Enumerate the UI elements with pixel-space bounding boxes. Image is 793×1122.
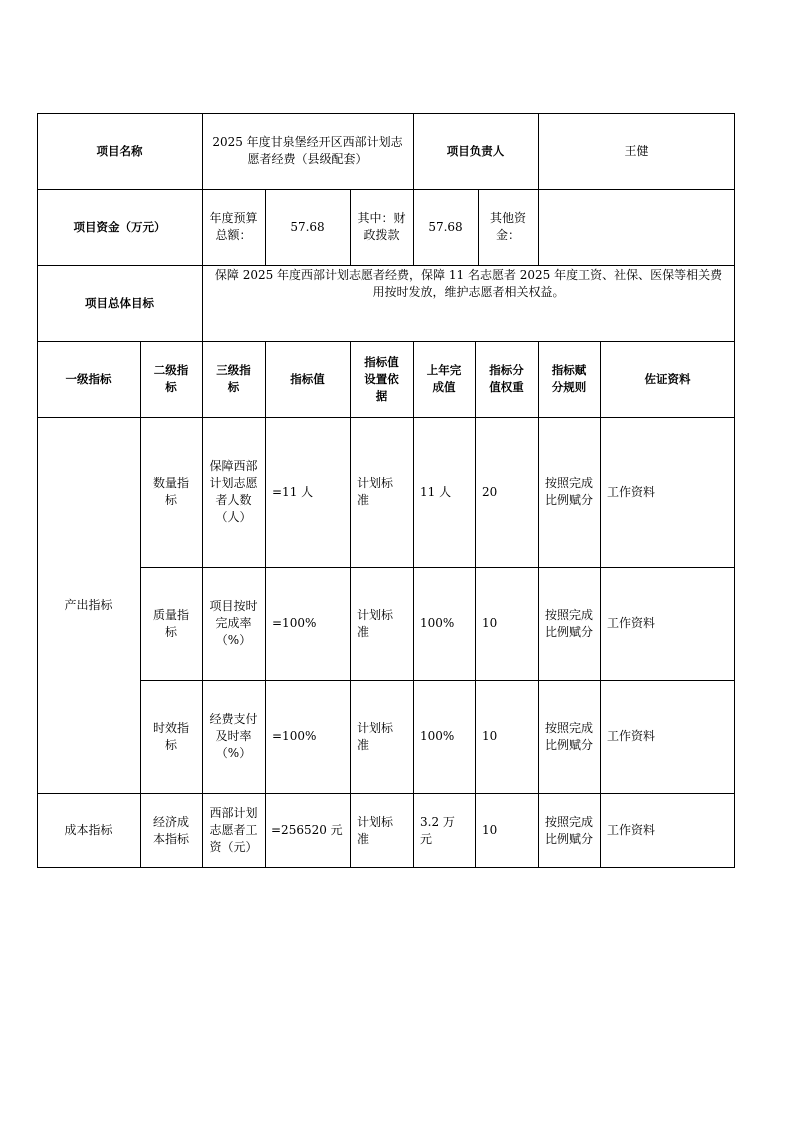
project-name-value: 2025 年度甘泉堡经开区西部计划志愿者经费（县级配套） bbox=[212, 135, 403, 166]
project-name-label: 项目名称 bbox=[96, 143, 143, 158]
other-funds-label: 其他资金： bbox=[489, 211, 526, 242]
row-level3: 保障西部计划志愿者人数（人） bbox=[209, 459, 258, 524]
header-weight: 指标分值权重 bbox=[489, 363, 524, 394]
fiscal-label: 其中：财政拨款 bbox=[357, 211, 406, 242]
row-weight: 10 bbox=[482, 823, 498, 837]
goal-label: 项目总体目标 bbox=[85, 295, 154, 310]
project-leader-value: 王健 bbox=[624, 143, 649, 158]
row-basis: 计划标准 bbox=[357, 476, 394, 507]
annual-budget-value: 57.68 bbox=[290, 219, 325, 234]
row-last-year: 100% bbox=[420, 616, 455, 630]
row-rule: 按照完成比例赋分 bbox=[545, 607, 594, 639]
row-weight: 20 bbox=[482, 484, 498, 499]
row-basis: 计划标准 bbox=[357, 607, 394, 639]
other-funds-value bbox=[538, 189, 735, 265]
header-rule: 指标赋分规则 bbox=[551, 363, 587, 394]
row-level2: 经济成本指标 bbox=[152, 814, 189, 846]
row-evidence: 工作资料 bbox=[607, 484, 656, 499]
row-weight: 10 bbox=[482, 616, 498, 630]
row-rule: 按照完成比例赋分 bbox=[545, 814, 594, 846]
row-level2: 时效指标 bbox=[152, 720, 189, 752]
row-weight: 10 bbox=[482, 729, 498, 743]
header-level3: 三级指标 bbox=[216, 363, 251, 394]
row-level2: 数量指标 bbox=[152, 476, 189, 507]
row-basis: 计划标准 bbox=[357, 720, 394, 752]
header-evidence: 佐证资料 bbox=[644, 371, 691, 386]
row-evidence: 工作资料 bbox=[607, 729, 656, 743]
row-value: =100% bbox=[272, 729, 317, 743]
row-level3: 西部计划志愿者工资（元） bbox=[209, 806, 258, 854]
row-level3: 经费支付及时率（%） bbox=[209, 712, 258, 760]
row-value: =256520 元 bbox=[271, 823, 343, 837]
level1-output-indicator: 产出指标 bbox=[64, 597, 113, 612]
row-rule: 按照完成比例赋分 bbox=[545, 476, 594, 507]
row-value: =11 人 bbox=[272, 484, 314, 499]
annual-budget-label: 年度预算总额： bbox=[209, 211, 258, 242]
header-basis: 指标值设置依据 bbox=[364, 354, 399, 403]
header-level1: 一级指标 bbox=[65, 371, 112, 386]
row-last-year: 100% bbox=[420, 729, 455, 743]
row-value: =100% bbox=[272, 616, 317, 630]
row-level3: 项目按时完成率（%） bbox=[209, 599, 258, 647]
level1-cost-indicator: 成本指标 bbox=[64, 823, 113, 837]
header-last-year: 上年完成值 bbox=[426, 363, 462, 394]
row-evidence: 工作资料 bbox=[607, 616, 656, 630]
project-leader-label: 项目负责人 bbox=[446, 143, 505, 158]
row-rule: 按照完成比例赋分 bbox=[545, 720, 594, 752]
row-basis: 计划标准 bbox=[357, 814, 394, 846]
row-last-year: 3.2 万元 bbox=[420, 814, 455, 846]
header-level2: 二级指标 bbox=[153, 363, 189, 394]
header-value: 指标值 bbox=[290, 371, 325, 386]
row-last-year: 11 人 bbox=[420, 484, 452, 499]
funds-label: 项目资金（万元） bbox=[73, 219, 166, 234]
row-evidence: 工作资料 bbox=[607, 823, 656, 837]
row-level2: 质量指标 bbox=[152, 607, 189, 639]
fiscal-value: 57.68 bbox=[428, 219, 463, 234]
goal-text: 保障 2025 年度西部计划志愿者经费，保障 11 名志愿者 2025 年度工资、社保、医保等相关费用按时发放，维护志愿者相关权益。 bbox=[214, 268, 723, 299]
